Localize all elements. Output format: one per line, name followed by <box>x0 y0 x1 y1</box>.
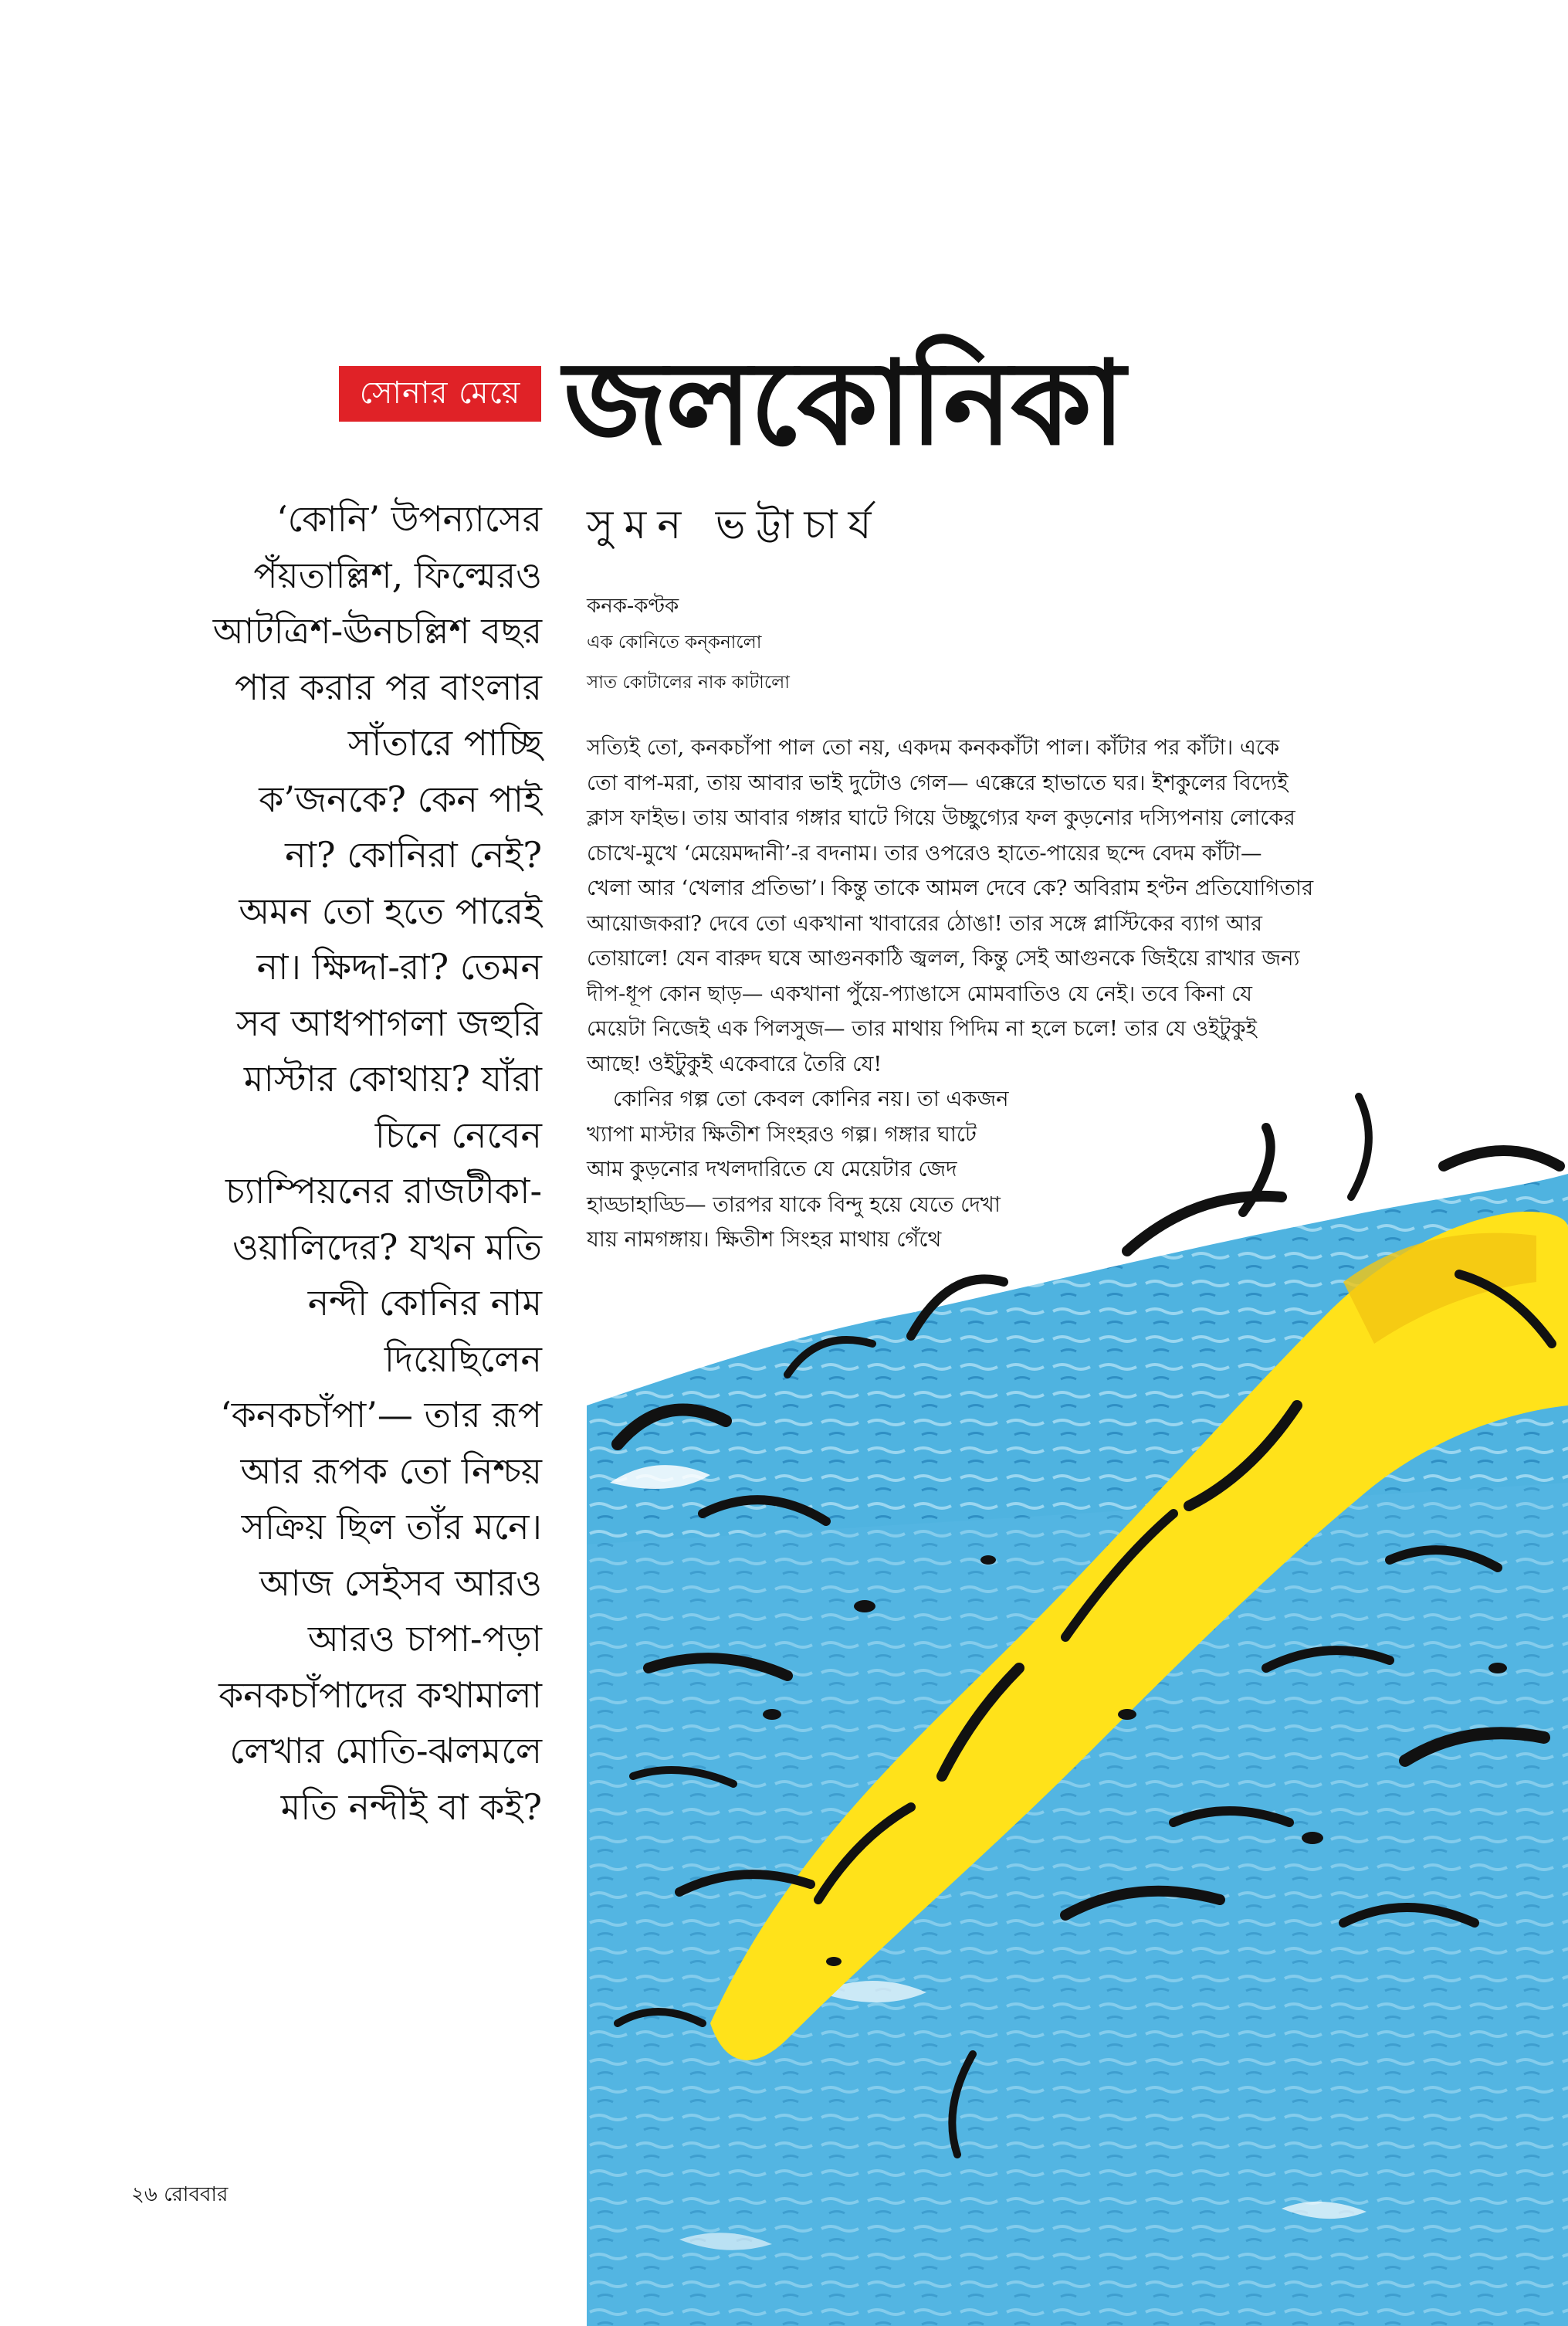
standfirst-line: আরও চাপা-পড়া <box>307 1618 542 1660</box>
standfirst-line: ‘কোনি’ উপন্যাসের <box>276 498 542 540</box>
epigraph-title: কনক-কণ্টক <box>587 595 679 618</box>
body-line: আম কুড়নোর দখলদারিতে যে মেয়েটার জেদ <box>587 1157 957 1182</box>
standfirst-line: আর রূপক তো নিশ্চয় <box>240 1450 542 1492</box>
standfirst-line: আটত্রিশ-ঊনচল্লিশ বছর <box>212 610 542 652</box>
standfirst-line: না? কোনিরা নেই? <box>285 834 542 876</box>
standfirst-line: দিয়েছিলেন <box>384 1338 542 1380</box>
article-body <box>587 731 1436 1258</box>
swimmer-illustration <box>587 1081 1568 2326</box>
body-line: খেলা আর ‘খেলার প্রতিভা’। কিন্তু তাকে আমল দেবে কে? অবিরাম হণ্টন প্রতিযোগিতার <box>587 876 1314 900</box>
standfirst-line: ‘কনকচাঁপা’— তার রূপ <box>220 1394 542 1436</box>
standfirst-line: সব আধপাগলা জহুরি <box>236 1002 542 1044</box>
body-line: কোনির গল্প তো কেবল কোনির নয়। তা একজন <box>613 1087 1009 1111</box>
section-tag: সোনার মেয়ে <box>339 366 541 422</box>
body-line: আছে! ওইটুকুই একেবারে তৈরি যে! <box>587 1051 882 1077</box>
body-line: আয়োজকরা? দেবে তো একখানা খাবারের ঠোঙা! তার সঙ্গে প্লাস্টিকের ব্যাগ আর <box>587 910 1263 936</box>
standfirst-line: ওয়ালিদের? যখন মতি <box>232 1226 542 1268</box>
standfirst-line: সক্রিয় ছিল তাঁর মনে। <box>241 1506 542 1548</box>
body-line: তোয়ালে! যেন বারুদ ঘষে আগুনকাঠি জ্বলল, কিন্তু সেই আগুনকে জিইয়ে রাখার জন্য <box>587 946 1300 971</box>
article-title: জলকোনিকা <box>564 337 1124 471</box>
standfirst-line: আজ সেইসব আরও <box>259 1561 542 1604</box>
standfirst-line: ক’জনকে? কেন পাই <box>259 778 542 820</box>
standfirst-line: মাস্টার কোথায়? যাঁরা <box>243 1058 542 1100</box>
body-line: যায় নামগঙ্গায়। ক্ষিতীশ সিংহর মাথায় গেঁথে <box>587 1227 942 1252</box>
epigraph-line: এক কোনিতে কন্‌কনালো <box>587 632 762 653</box>
body-line: মেয়েটা নিজেই এক পিলসুজ— তার মাথায় পিদিম না হলে চলে! তার যে ওইটুকুই <box>587 1016 1257 1041</box>
standfirst-line: চ্যাম্পিয়নের রাজটীকা- <box>225 1170 542 1212</box>
body-line: দীপ-ধূপ কোন ছাড়— একখানা পুঁয়ে-প্যাঙাসে মোমবাতিও যে নেই। তবে কিনা যে <box>587 981 1252 1006</box>
body-line: চোখে-মুখে ‘মেয়েমদ্দানী’-র বদনাম। তার ওপরেও হাতে-পায়ের ছন্দে বেদম কাঁটা— <box>587 840 1262 866</box>
body-line: তো বাপ-মরা, তায় আবার ভাই দুটোও গেল— এক্কেরে হাভাতে ঘর। ইশকুলের বিদ্যেই <box>587 770 1289 795</box>
standfirst-line: মতি নন্দীই বা কই? <box>280 1785 542 1828</box>
body-line: হাড্ডাহাড্ডি— তারপর যাকে বিন্দু হয়ে যেতে দেখা <box>587 1192 1001 1217</box>
body-line: খ্যাপা মাস্টার ক্ষিতীশ সিংহরও গল্প। গঙ্গার ঘাটে <box>587 1121 977 1147</box>
standfirst-line: চিনে নেবেন <box>374 1114 542 1156</box>
body-line: সত্যিই তো, কনকচাঁপা পাল তো নয়, একদম কনককাঁটা পাল। কাঁটার পর কাঁটা। একে <box>587 735 1280 760</box>
author-byline: সুমন ভট্টাচার্য <box>587 502 882 548</box>
standfirst-line: লেখার মোতি-ঝলমলে <box>229 1730 542 1772</box>
standfirst-line: না। ক্ষিদ্দা-রা? তেমন <box>256 946 542 988</box>
standfirst-line: কনকচাঁপাদের কথামালা <box>218 1673 542 1716</box>
standfirst <box>131 491 542 1881</box>
page-folio: ২৬ রোববার <box>131 2183 229 2206</box>
body-line: ক্লাস ফাইভ। তায় আবার গঙ্গার ঘাটে গিয়ে উচ্ছুগ্যের ফল কুড়নোর দস্যিপনায় লোকের <box>587 805 1295 830</box>
standfirst-line: পঁয়তাল্লিশ, ফিল্মেরও <box>253 554 542 596</box>
standfirst-line: পার করার পর বাংলার <box>234 666 542 708</box>
epigraph-line: সাত কোটালের নাক কাটালো <box>587 673 790 693</box>
standfirst-line: সাঁতারে পাচ্ছি <box>347 722 542 764</box>
standfirst-line: নন্দী কোনির নাম <box>307 1282 542 1324</box>
standfirst-line: অমন তো হতে পারেই <box>239 890 542 932</box>
epigraph <box>587 590 1127 703</box>
